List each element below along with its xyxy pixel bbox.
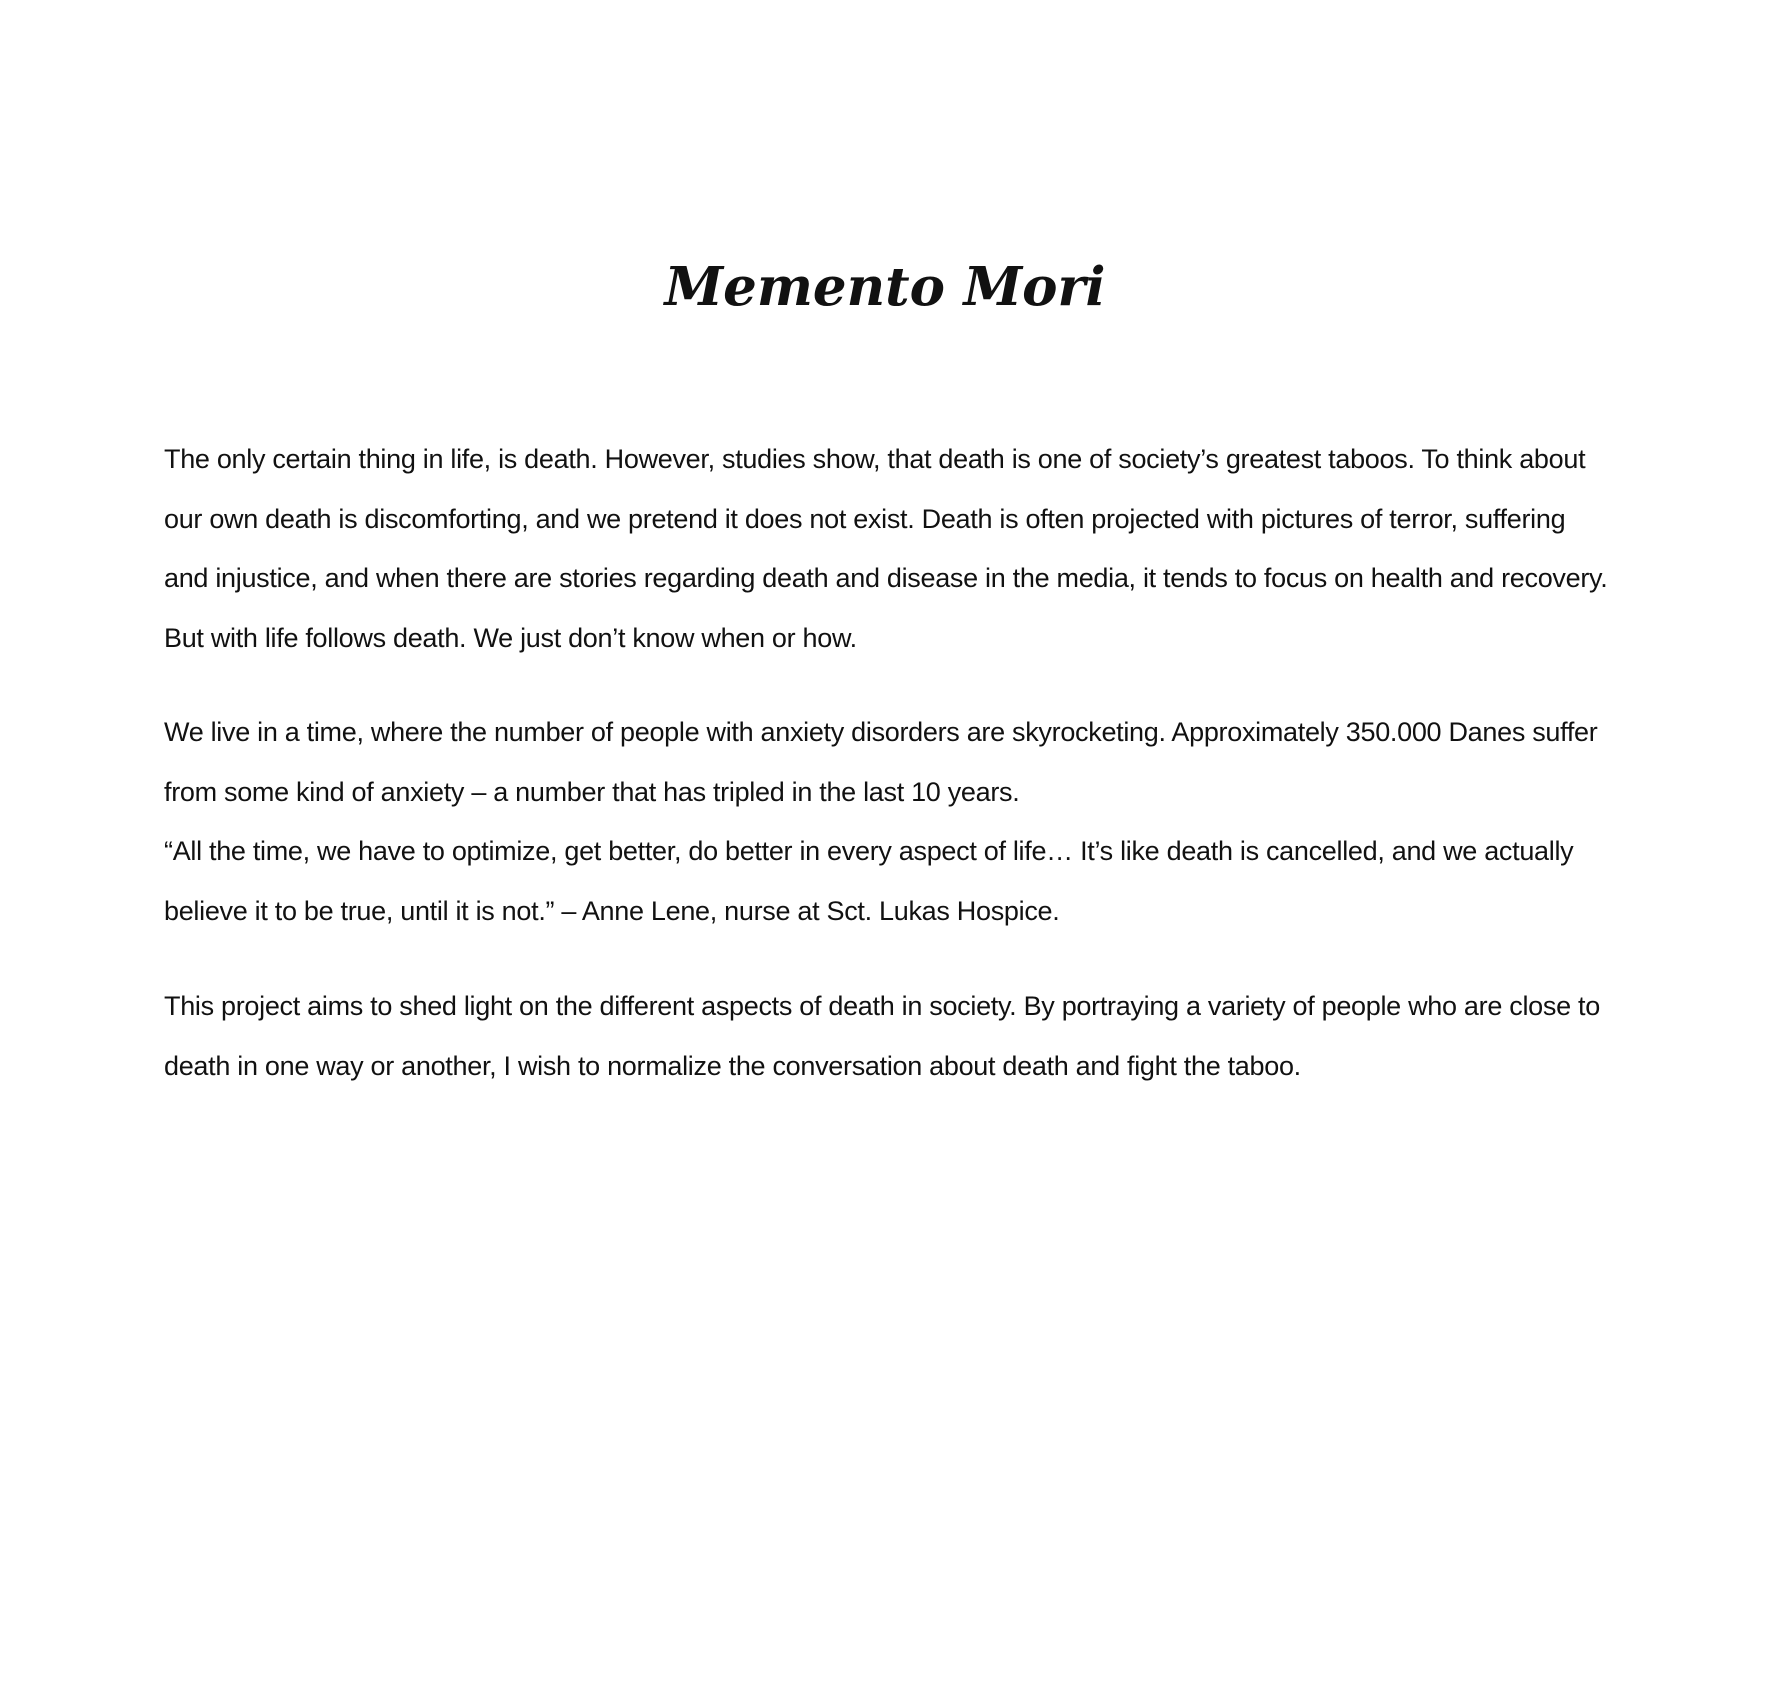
paragraph-text: This project aims to shed light on the different aspects of death in society. By portraying a variety of people who are close to death in one way or another, I wish to normalize the conversation about death and fight the taboo. — [164, 991, 1600, 1081]
paragraph-text: The only certain thing in life, is death. However, studies show, that death is one of society’s greatest taboos. To think about our own death is discomforting, and we pretend it does not exist. Death is often projected with pictures of terror, suffering and injustice, and when there are stories regarding death and disease in the media, it tends to focus on health and recovery. But with life follows death. We just don’t know when or how. — [164, 444, 1608, 653]
paragraph-text: We live in a time, where the number of people with anxiety disorders are skyrocketing. Approximately 350.000 Danes suffer from some kind of anxiety – a number that has tripled in the last 10 years. — [164, 717, 1598, 807]
paragraph-anxiety — [164, 703, 1614, 941]
paragraph-project-aim — [164, 977, 1614, 1096]
paragraph-intro — [164, 430, 1614, 668]
quote-text: “All the time, we have to optimize, get better, do better in every aspect of life… It’s like death is cancelled, and we actually believe it to be true, until it is not.” – Anne Lene, nurse at Sct. Lukas Hospice. — [164, 836, 1574, 926]
document-title: Memento Mori — [664, 256, 1106, 318]
